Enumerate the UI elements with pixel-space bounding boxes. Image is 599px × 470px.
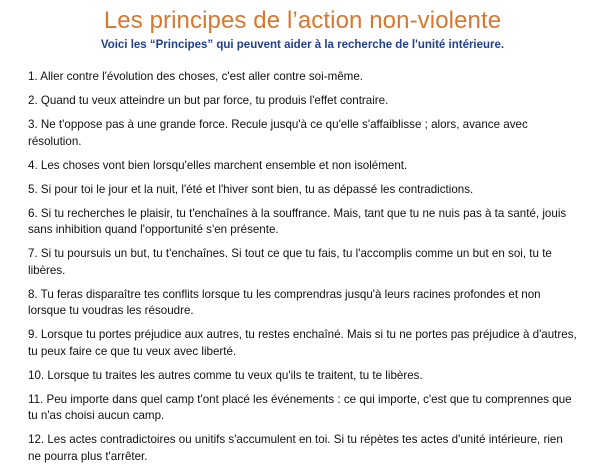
principle-item-3: 3. Ne t'oppose pas à une grande force. Recule jusqu'à ce qu'elle s'affaiblisse ; alors, avance avec résolution. xyxy=(28,118,528,148)
principle-item-9: 9. Lorsque tu portes préjudice aux autres, tu restes enchaîné. Mais si tu ne portes pas préjudice à d'autres, tu peux faire ce que tu veux avec liberté. xyxy=(28,328,577,358)
principle-item-4: 4. Les choses vont bien lorsqu'elles marchent ensemble et non isolément. xyxy=(28,158,408,172)
principle-item-6: 6. Si tu recherches le plaisir, tu t'enchaînes à la souffrance. Mais, tant que tu ne nuis pas à ta santé, jouis sans inhibition quand l'opportunité s'en présente. xyxy=(28,206,567,236)
page-title: Les principes de l’action non-violente xyxy=(103,7,502,34)
principle-item-1: 1. Aller contre l'évolution des choses, c'est aller contre soi-même. xyxy=(28,70,364,83)
principle-item-5: 5. Si pour toi le jour et la nuit, l'été et l'hiver sont bien, tu as dépassé les contradictions. xyxy=(28,182,474,196)
principle-item-11: 11. Peu importe dans quel camp t'ont placé les événements : ce qui importe, c'est que tu comprennes que tu n'as choisi aucun camp. xyxy=(28,392,572,422)
principle-item-8: 8. Tu feras disparaître tes conflits lorsque tu les comprendras jusqu'à leurs racines profondes et non lorsque tu voudras les résoudre. xyxy=(28,287,541,317)
principle-item-2: 2. Quand tu veux atteindre un but par force, tu produis l'effet contraire. xyxy=(28,94,389,107)
principle-item-10: 10. Lorsque tu traites les autres comme tu veux qu'ils te traitent, tu te libères. xyxy=(28,368,423,382)
page-subtitle: Voici les “Principes” qui peuvent aider à la recherche de l'unité intérieure. xyxy=(100,39,505,51)
principles-list xyxy=(28,69,577,465)
principle-item-12: 12. Les actes contradictoires ou unitifs s'accumulent en toi. Si tu répètes tes actes d'unité intérieure, rien ne pourra plus t'arrêter. xyxy=(28,433,563,463)
principle-item-7: 7. Si tu poursuis un but, tu t'enchaînes. Si tout ce que tu fais, tu l'accomplis comme un but en soi, tu te libères. xyxy=(28,247,552,277)
